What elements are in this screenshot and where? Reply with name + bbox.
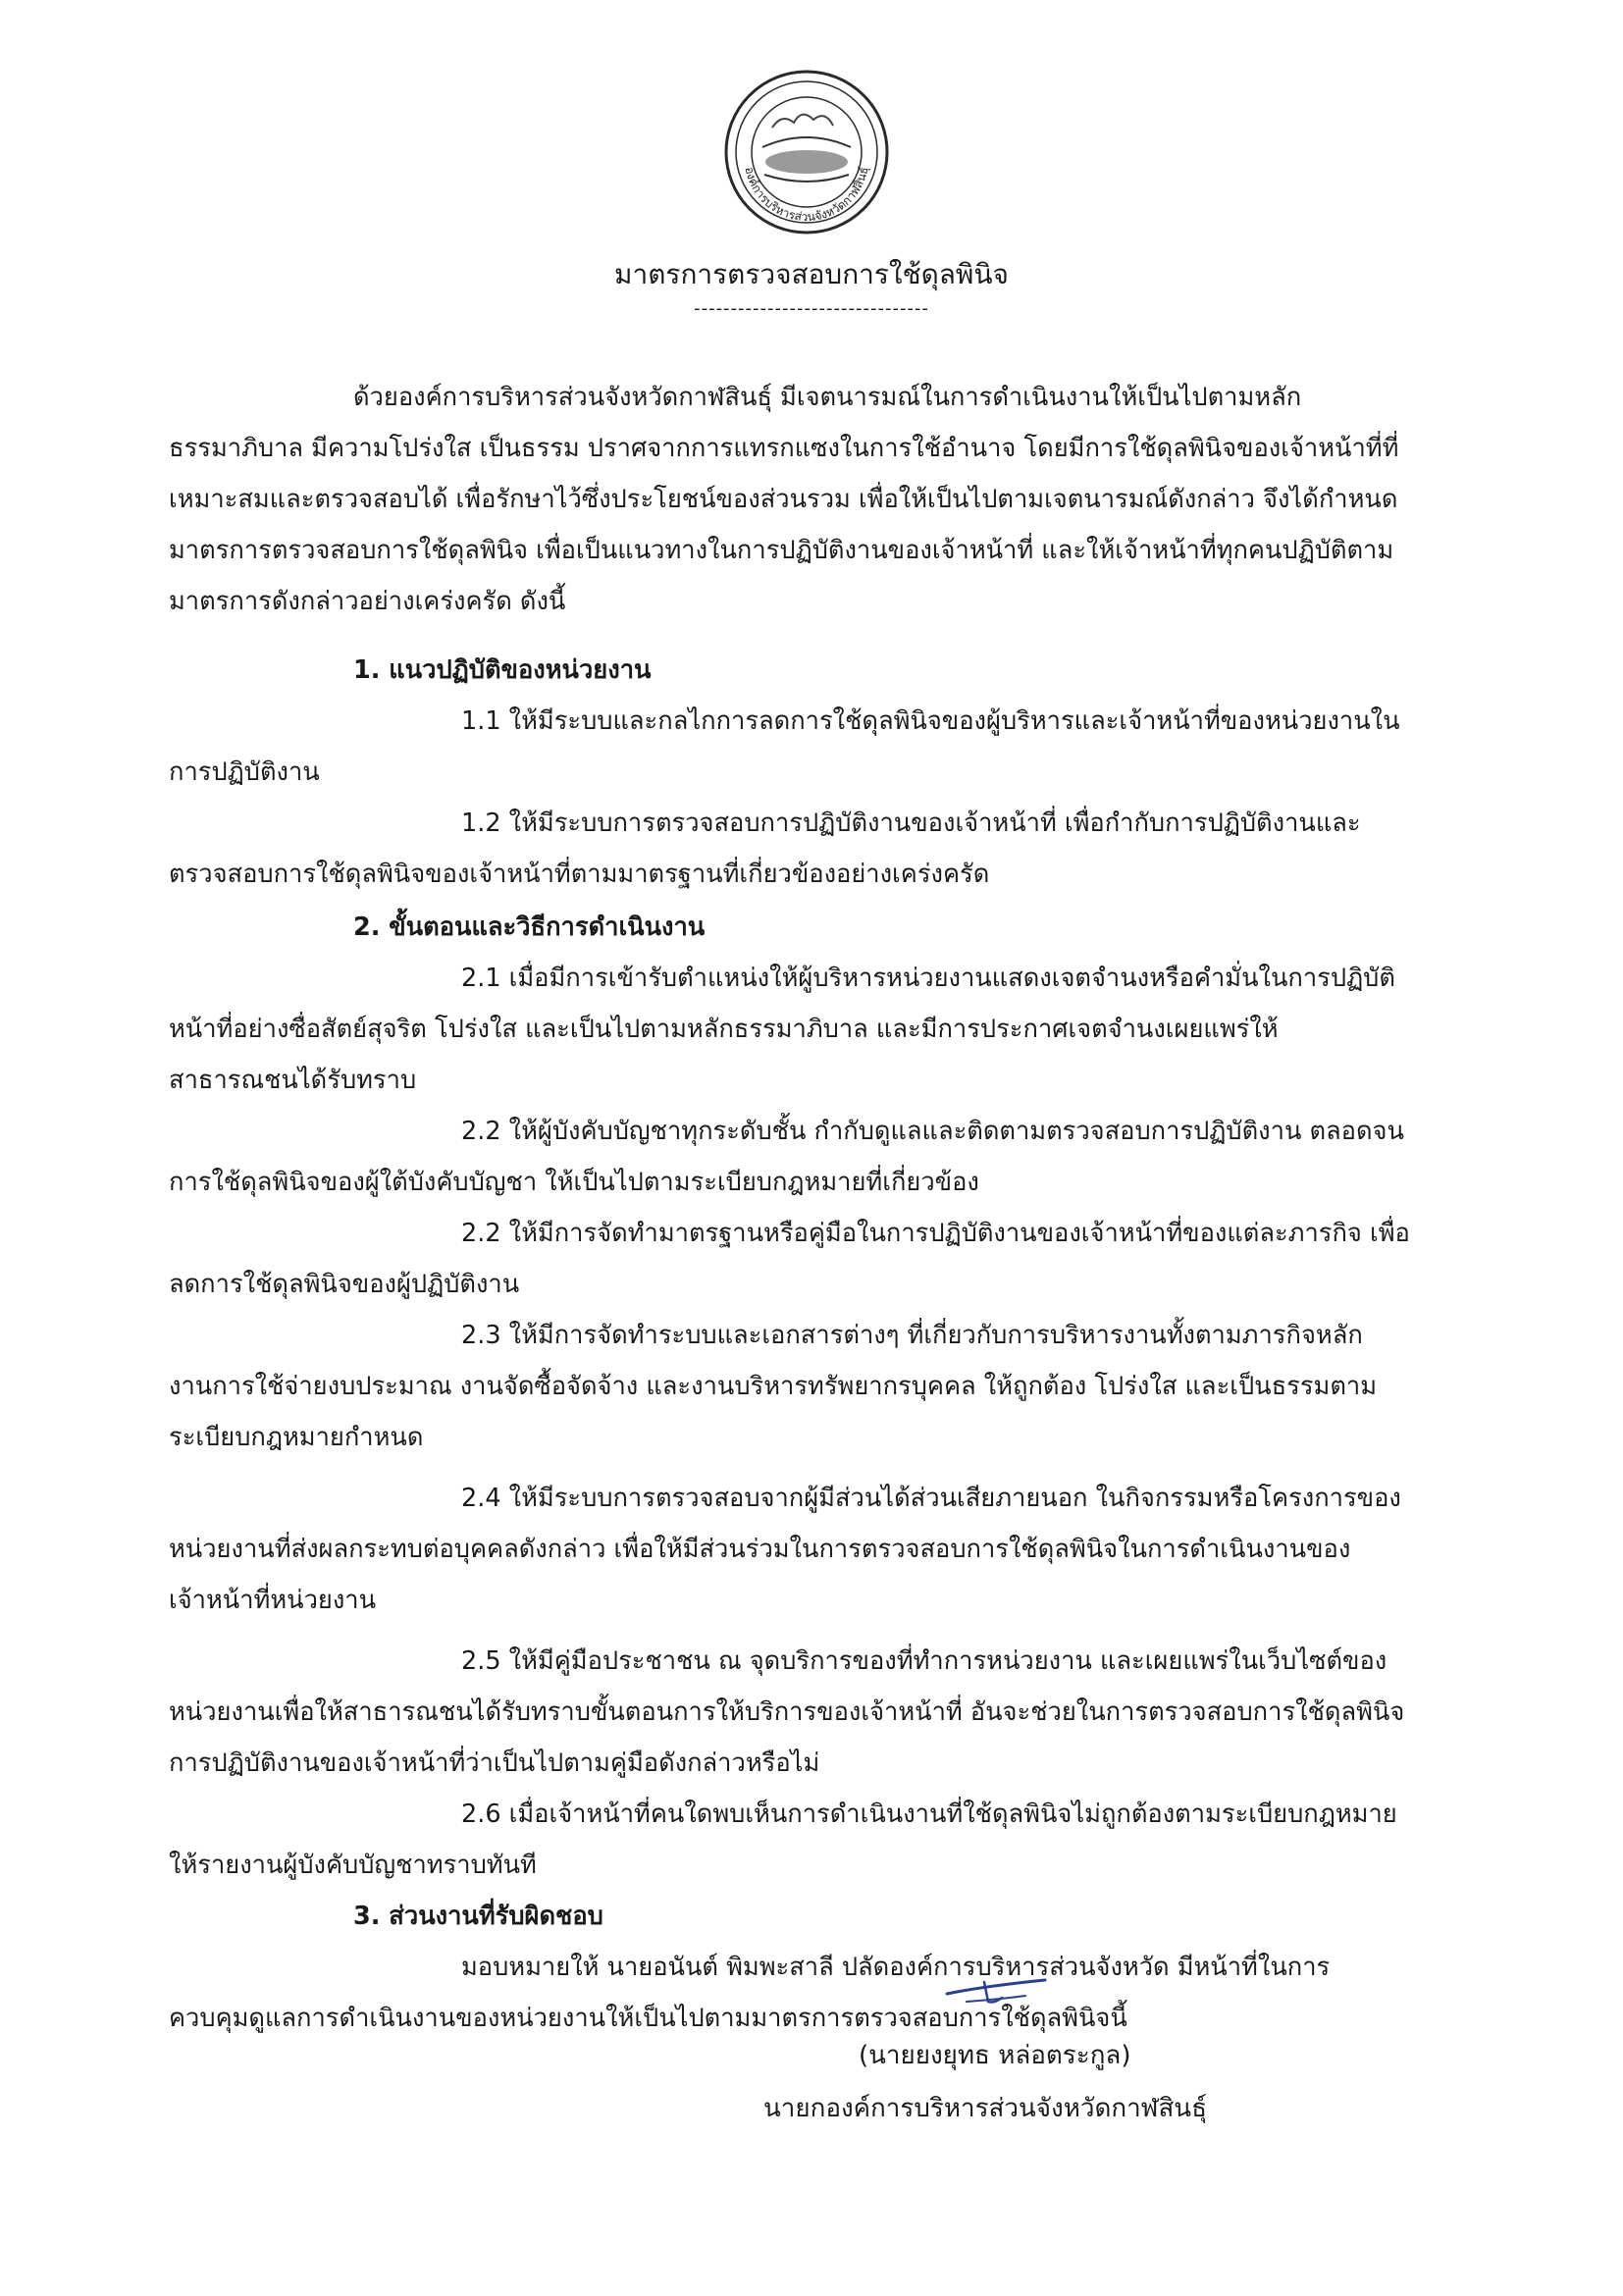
paragraph-line: 2.2 ให้ผู้บังคับบัญชาทุกระดับชั้น กำกับดูแลและติดตามตรวจสอบการปฏิบัติงาน ตลอดจน xyxy=(461,1117,1404,1146)
paragraph-line: หน้าที่อย่างซื่อสัตย์สุจริต โปร่งใส และเป็นไปตามหลักธรรมาภิบาล และมีการประกาศเจตจำนงเผยแพร่ให้ xyxy=(169,1015,1279,1044)
title-divider: -------------------------------- xyxy=(694,298,929,319)
intro-line: ธรรมาภิบาล มีความโปร่งใส เป็นธรรม ปราศจากการแทรกแซงในการใช้อำนาจ โดยมีการใช้ดุลพินิจของเจ้าหน้าที่ที่ xyxy=(169,434,1399,463)
paragraph-line: ระเบียบกฎหมายกำหนด xyxy=(169,1423,424,1452)
paragraph-line: ลดการใช้ดุลพินิจของผู้ปฏิบัติงาน xyxy=(169,1270,520,1299)
paragraph-line: 2.1 เมื่อมีการเข้ารับตำแหน่งให้ผู้บริหารหน่วยงานแสดงเจตจำนงหรือคำมั่นในการปฏิบัติ xyxy=(461,964,1395,993)
paragraph-line: 2.5 ให้มีคู่มือประชาชน ณ จุดบริการของที่ทำการหน่วยงาน และเผยแพร่ในเว็บไซต์ของ xyxy=(461,1646,1387,1676)
intro-line: เหมาะสมและตรวจสอบได้ เพื่อรักษาไว้ซึ่งประโยชน์ของส่วนรวม เพื่อให้เป็นไปตามเจตนารมณ์ดังกล่าว จึงได้กำหนด xyxy=(169,485,1398,514)
document-title: มาตรการตรวจสอบการใช้ดุลพินิจ xyxy=(614,258,1009,290)
paragraph-line: 2.4 ให้มีระบบการตรวจสอบจากผู้มีส่วนได้ส่วนเสียภายนอก ในกิจกรรมหรือโครงการของ xyxy=(461,1484,1401,1513)
intro-line: มาตรการดังกล่าวอย่างเคร่งครัด ดังนี้ xyxy=(169,587,566,616)
paragraph-line: 2.2 ให้มีการจัดทำมาตรฐานหรือคู่มือในการปฏิบัติงานของเจ้าหน้าที่ของแต่ละภารกิจ เพื่อ xyxy=(461,1219,1410,1248)
signatory-name: (นายยงยุทธ หล่อตระกูล) xyxy=(859,2041,1131,2070)
paragraph-line: เจ้าหน้าที่หน่วยงาน xyxy=(169,1586,377,1615)
paragraph-line: มอบหมายให้ นายอนันต์ พิมพะสาลี ปลัดองค์การบริหารส่วนจังหวัด มีหน้าที่ในการ xyxy=(461,1953,1331,1982)
paragraph-line: การปฏิบัติงาน xyxy=(169,757,320,787)
organization-seal-icon xyxy=(723,69,890,235)
paragraph-line: การใช้ดุลพินิจของผู้ใต้บังคับบัญชา ให้เป็นไปตามระเบียบกฎหมายที่เกี่ยวข้อง xyxy=(169,1168,979,1197)
paragraph-line: หน่วยงานที่ส่งผลกระทบต่อบุคคลดังกล่าว เพื่อให้มีส่วนร่วมในการตรวจสอบการใช้ดุลพินิจในการดำเนินงานของ xyxy=(169,1535,1351,1564)
paragraph-line: ควบคุมดูแลการดำเนินงานของหน่วยงานให้เป็นไปตามมาตรการตรวจสอบการใช้ดุลพินิจนี้ xyxy=(169,2004,1127,2033)
section-heading: 2. ขั้นตอนและวิธีการดำเนินงาน xyxy=(353,913,706,942)
paragraph-line: การปฏิบัติงานของเจ้าหน้าที่ว่าเป็นไปตามคู่มือดังกล่าวหรือไม่ xyxy=(169,1748,820,1778)
paragraph-line: งานการใช้จ่ายงบประมาณ งานจัดซื้อจัดจ้าง และงานบริหารทรัพยากรบุคคล ให้ถูกต้อง โปร่งใส และเป็นธรรมตาม xyxy=(169,1372,1378,1401)
paragraph-line: 1.1 ให้มีระบบและกลไกการลดการใช้ดุลพินิจของผู้บริหารและเจ้าหน้าที่ของหน่วยงานใน xyxy=(461,706,1400,736)
intro-line: มาตรการตรวจสอบการใช้ดุลพินิจ เพื่อเป็นแนวทางในการปฏิบัติงานของเจ้าหน้าที่ และให้เจ้าหน้าที่ทุกคนปฏิบัติตาม xyxy=(169,536,1394,565)
section-heading: 3. ส่วนงานที่รับผิดชอบ xyxy=(353,1902,603,1931)
paragraph-line: ตรวจสอบการใช้ดุลพินิจของเจ้าหน้าที่ตามมาตรฐานที่เกี่ยวข้องอย่างเคร่งครัด xyxy=(169,860,990,889)
paragraph-line: หน่วยงานเพื่อให้สาธารณชนได้รับทราบขั้นตอนการให้บริการของเจ้าหน้าที่ อันจะช่วยในการตรวจสอบการใช้ดุลพินิจ xyxy=(169,1697,1405,1727)
signature-mark-icon xyxy=(937,1972,1055,2011)
intro-line: ด้วยองค์การบริหารส่วนจังหวัดกาฬสินธุ์ มีเจตนารมณ์ในการดำเนินงานให้เป็นไปตามหลัก xyxy=(353,383,1302,412)
paragraph-line: 1.2 ให้มีระบบการตรวจสอบการปฏิบัติงานของเจ้าหน้าที่ เพื่อกำกับการปฏิบัติงานและ xyxy=(461,809,1361,838)
paragraph-line: 2.6 เมื่อเจ้าหน้าที่คนใดพบเห็นการดำเนินงานที่ใช้ดุลพินิจไม่ถูกต้องตามระเบียบกฎหมาย xyxy=(461,1800,1397,1829)
paragraph-line: สาธารณชนได้รับทราบ xyxy=(169,1066,417,1095)
paragraph-line: ให้รายงานผู้บังคับบัญชาทราบทันที xyxy=(169,1851,537,1880)
svg-text:องค์การบริหารส่วนจังหวัดกาฬสิน: องค์การบริหารส่วนจังหวัดกาฬสินธุ์ xyxy=(742,165,871,225)
signatory-position: นายกองค์การบริหารส่วนจังหวัดกาฬสินธุ์ xyxy=(763,2094,1207,2123)
section-heading: 1. แนวปฏิบัติของหน่วยงาน xyxy=(353,655,652,685)
paragraph-line: 2.3 ให้มีการจัดทำระบบและเอกสารต่างๆ ที่เกี่ยวกับการบริหารงานทั้งตามภารกิจหลัก xyxy=(461,1321,1363,1350)
